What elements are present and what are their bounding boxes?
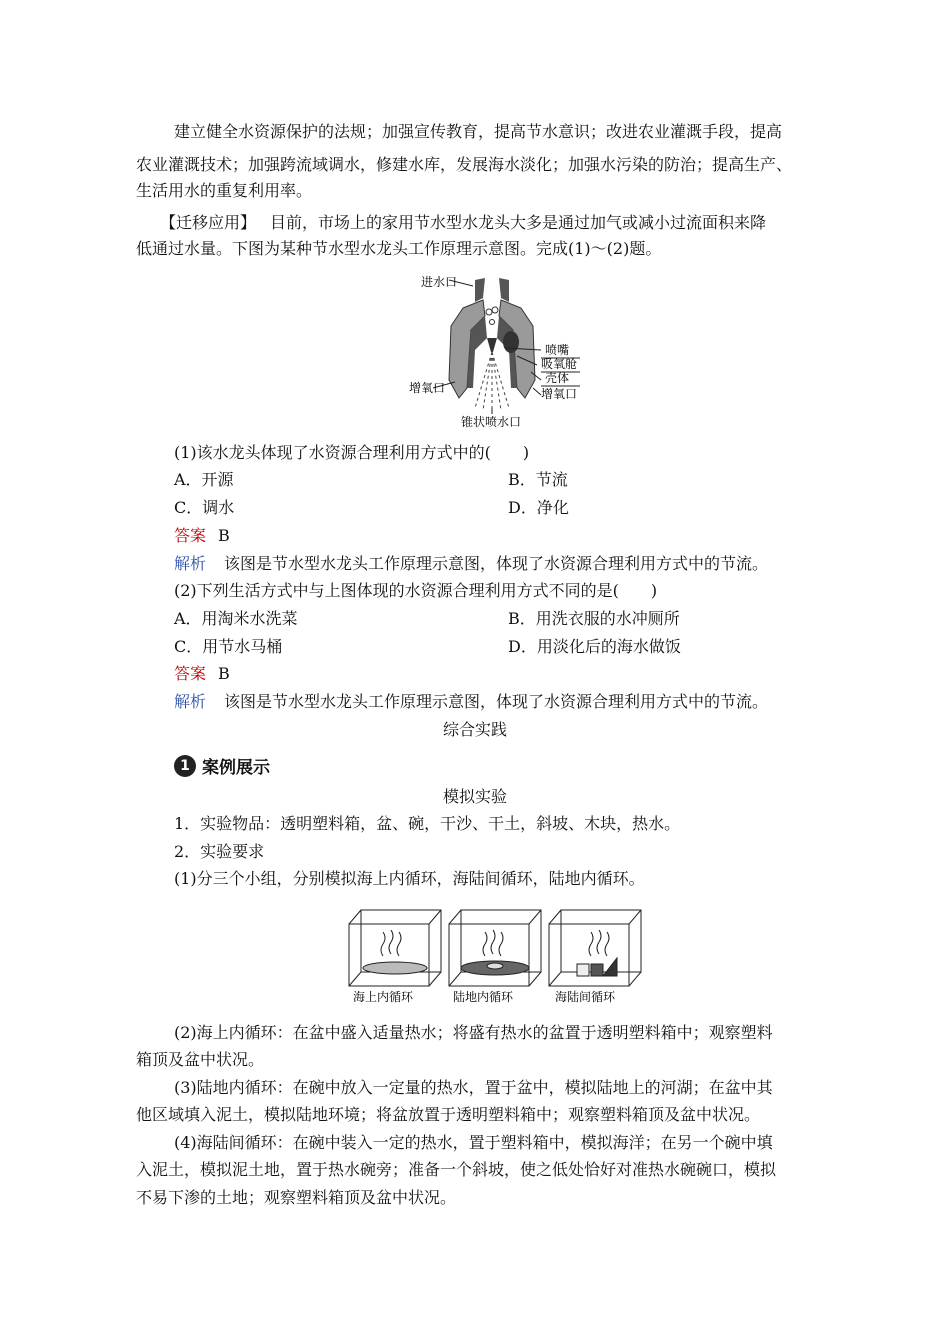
para1-line3: 生活用水的重复利用率。 <box>136 181 313 200</box>
step2-line2: 箱顶及盆中状况。 <box>136 1050 265 1069</box>
q1-option-a: A．开源 <box>174 470 234 489</box>
case-item-2: 2．实验要求 <box>174 842 265 861</box>
case-item-3: (1)分三个小组，分别模拟海上内循环，海陆间循环，陆地内循环。 <box>174 869 645 888</box>
step4-line1: (4)海陆间循环：在碗中装入一定的热水，置于塑料箱中，模拟海洋；在另一个碗中填 <box>174 1133 773 1152</box>
q1-answer <box>174 525 230 547</box>
step3-line2: 他区域填入泥土，模拟陆地环境；将盆放置于透明塑料箱中；观察塑料箱顶及盆中状况。 <box>136 1105 761 1124</box>
q1-option-c: C．调水 <box>174 498 235 517</box>
transfer-text: 目前，市场上的家用节水型水龙头大多是通过加气或减小过流面积来降 <box>270 213 767 232</box>
box-label-2: 陆地内循环 <box>453 990 514 1004</box>
transfer-line1 <box>160 212 766 234</box>
transfer-tag: 【迁移应用】 <box>160 213 257 232</box>
case-subtitle: 模拟实验 <box>443 787 508 806</box>
label-shell: 壳体 <box>545 371 570 385</box>
q1-stem: (1)该水龙头体现了水资源合理利用方式中的( ) <box>174 443 530 462</box>
box-label-1: 海上内循环 <box>353 990 414 1004</box>
q2-answer <box>174 663 230 685</box>
label-nozzle: 喷嘴 <box>545 343 570 357</box>
q2-answer-label: 答案 <box>174 664 207 683</box>
q2-stem: (2)下列生活方式中与上图体现的水资源合理利用方式不同的是( ) <box>174 581 658 600</box>
label-oxygen-chamber: 吸氧舱 <box>541 357 578 371</box>
step2-line1: (2)海上内循环：在盆中盛入适量热水；将盛有热水的盆置于透明塑料箱中；观察塑料 <box>174 1023 773 1042</box>
step4-line3: 不易下渗的土地；观察塑料箱顶及盆中状况。 <box>136 1188 457 1207</box>
para1-line1: 建立健全水资源保护的法规；加强宣传教育，提高节水意识；改进农业灌溉手段，提高 <box>174 122 783 141</box>
q2-analysis <box>174 691 768 713</box>
label-cone-outlet: 锥状喷水口 <box>461 415 522 429</box>
para1-line2: 农业灌溉技术；加强跨流域调水，修建水库，发展海水淡化；加强水污染的防治；提高生产、 <box>136 155 793 174</box>
q2-option-d: D．用淡化后的海水做饭 <box>508 637 681 656</box>
q2-analysis-label: 解析 <box>174 692 207 711</box>
label-inlet: 进水口 <box>421 275 458 289</box>
q2-option-b: B．用洗衣服的水冲厕所 <box>508 609 680 628</box>
cycle-boxes-diagram <box>345 906 645 1006</box>
q2-answer-value: B <box>218 664 230 683</box>
step3-line1: (3)陆地内循环：在碗中放入一定量的热水，置于盆中，模拟陆地上的河湖；在盆中其 <box>174 1078 773 1097</box>
case-badge <box>174 753 270 778</box>
case-number: 1 <box>174 755 196 777</box>
q1-analysis-label: 解析 <box>174 554 207 573</box>
q1-option-b: B．节流 <box>508 470 568 489</box>
q1-answer-label: 答案 <box>174 526 207 545</box>
box-label-3: 海陆间循环 <box>555 990 616 1004</box>
q2-analysis-text: 该图是节水型水龙头工作原理示意图，体现了水资源合理利用方式中的节流。 <box>224 692 769 711</box>
q2-option-c: C．用节水马桶 <box>174 637 283 656</box>
case-item-1: 1．实验物品：透明塑料箱，盆、碗，干沙、干土，斜坡、木块，热水。 <box>174 814 681 833</box>
step4-line2: 入泥土，模拟泥土地，置于热水碗旁；准备一个斜坡，使之低处恰好对准热水碗碗口，模拟 <box>136 1160 777 1179</box>
q1-analysis-text: 该图是节水型水龙头工作原理示意图，体现了水资源合理利用方式中的节流。 <box>224 554 769 573</box>
q2-option-a: A．用淘米水洗菜 <box>174 609 298 628</box>
case-title: 案例展示 <box>202 758 270 778</box>
label-oxygen-port-right: 增氧口 <box>541 387 578 401</box>
q1-answer-value: B <box>218 526 230 545</box>
section-title: 综合实践 <box>443 720 508 739</box>
label-oxygen-port-left: 增氧口 <box>409 381 446 395</box>
faucet-diagram <box>405 268 595 430</box>
q1-option-d: D．净化 <box>508 498 569 517</box>
q1-analysis <box>174 553 768 575</box>
transfer-line2: 低通过水量。下图为某种节水型水龙头工作原理示意图。完成(1)～(2)题。 <box>136 239 662 258</box>
